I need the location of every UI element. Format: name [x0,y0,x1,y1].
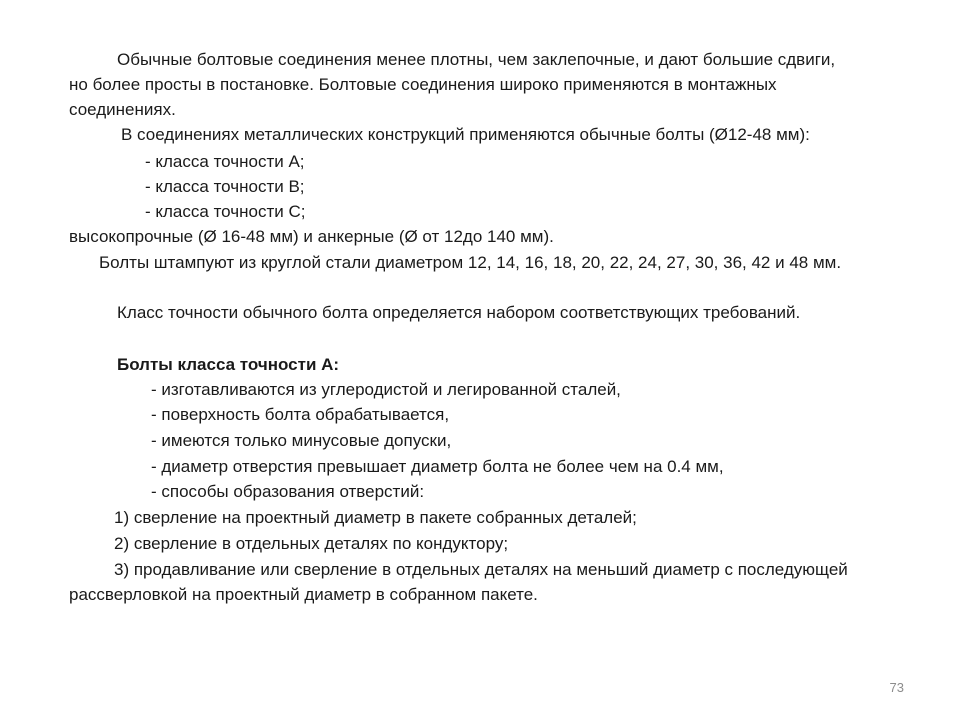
list-item: - диаметр отверстия превышает диаметр болта не более чем на 0.4 мм, [151,457,724,476]
list-item: - способы образования отверстий: [151,482,425,501]
paragraph-line: рассверловкой на проектный диаметр в собранном пакете. [69,585,538,604]
list-item: - класса точности А; [145,152,305,171]
section-heading: Болты класса точности А: [117,355,340,374]
numbered-item: 2) сверление в отдельных деталях по кондуктору; [114,534,509,553]
paragraph-line: В соединениях металлических конструкций применяются обычные болты (Ø12-48 мм): [121,125,810,144]
paragraph-line: соединениях. [69,100,176,119]
page-number: 73 [889,680,904,695]
paragraph-line: Класс точности обычного болта определяется набором соответствующих требований. [117,303,801,322]
paragraph-line: высокопрочные (Ø 16-48 мм) и анкерные (Ø от 12до 140 мм). [69,227,554,246]
paragraph-line: но более просты в постановке. Болтовые соединения широко применяются в монтажных [69,75,777,94]
list-item: - поверхность болта обрабатывается, [151,405,450,424]
paragraph-line: Болты штампуют из круглой стали диаметром 12, 14, 16, 18, 20, 22, 24, 27, 30, 36, 42 и 48 мм. [99,253,842,272]
list-item: - класса точности В; [145,177,305,196]
list-item: - изготавливаются из углеродистой и легированной сталей, [151,380,621,399]
list-item: - имеются только минусовые допуски, [151,431,452,450]
list-item: - класса точности С; [145,202,306,221]
paragraph-line: Обычные болтовые соединения менее плотны, чем заклепочные, и дают большие сдвиги, [117,50,836,69]
numbered-item: 3) продавливание или сверление в отдельных деталях на меньший диаметр с последующей [114,560,848,579]
numbered-item: 1) сверление на проектный диаметр в пакете собранных деталей; [114,508,637,527]
